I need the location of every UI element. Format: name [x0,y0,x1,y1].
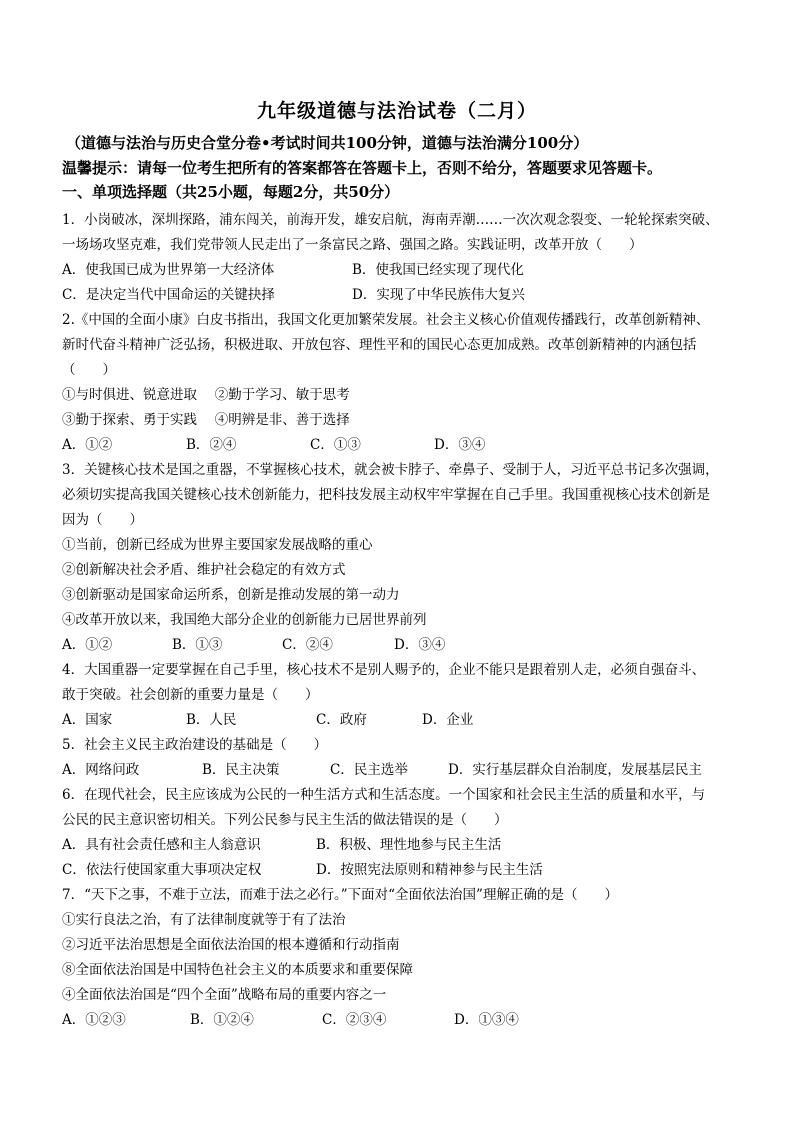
q5-option-c: C．民主选举 [330,762,408,778]
q7-option-c: C．②③④ [322,1012,387,1028]
q7-option-b: B．①②④ [190,1012,254,1028]
q2-statement-2: ③勤于探索、勇于实践 ④明辨是非、善于选择 [62,412,350,428]
q6-option-a: A．具有社会责任感和主人翁意识 [62,837,261,853]
q3-option-a: A．①② [62,637,113,653]
q3-stem-line2: 必须切实提高我国关键核心技术创新能力，把科技发展主动权牢牢掌握在自己手里。我国重视核心技术创新是 [62,487,710,503]
q1-option-c: C．是决定当代中国命运的关键抉择 [62,287,275,303]
q4-option-d: D．企业 [422,712,474,728]
q4-stem-line1: 4．大国重器一定要掌握在自己手里，核心技术不是别人赐予的，企业不能只是跟着别人走，必须自强奋斗、 [62,662,706,678]
q7-stem-line1: 7．“天下之事，不难于立法，而难于法之必行。”下面对“全面依法治国”理解正确的是（ ） [62,887,618,903]
q7-option-d: D．①③④ [454,1012,519,1028]
q6-option-c: C．依法行使国家重大事项决定权 [62,862,262,878]
q2-stem-line3: （ ） [62,362,116,378]
q1-option-d: D．实现了中华民族伟大复兴 [352,287,525,303]
q3-option-b: B．①③ [172,637,223,653]
q4-option-c: C．政府 [316,712,367,728]
q1-option-b: B．使我国已经实现了现代化 [352,262,524,278]
q5-option-a: A．网络问政 [62,762,140,778]
q2-stem-line2: 新时代奋斗精神广泛弘扬，积极进取、开放包容、理性平和的国民心态更加成熟。改革创新精神的内涵包括 [62,337,697,353]
q3-stem-line3: 因为（ ） [62,512,143,528]
q4-option-b: B．人民 [186,712,237,728]
q3-option-d: D．③④ [394,637,446,653]
q5-stem-line1: 5．社会主义民主政治建设的基础是（ ） [62,737,328,753]
q6-stem-line2: 公民的民主意识密切相关。下列公民参与民主生活的做法错误的是（ ） [62,812,508,828]
q7-statement-1: ①实行良法之治，有了法律制度就等于有了法治 [62,912,346,928]
q5-option-b: B．民主决策 [202,762,280,778]
q7-statement-3: ⑧全面依法治国是中国特色社会主义的本质要求和重要保障 [62,962,413,978]
q2-option-c: C．①③ [310,437,361,453]
q7-option-a: A．①②③ [62,1012,126,1028]
exam-notice: 温馨提示：请每一位考生把所有的答案都答在答题卡上，否则不给分，答题要求见答题卡。 [62,159,663,177]
q5-option-d: D．实行基层群众自治制度，发展基层民主 [448,762,702,778]
q3-statement-2: ②创新解决社会矛盾、维护社会稳定的有效方式 [62,562,346,578]
q3-stem-line1: 3．关键核心技术是国之重器，不掌握核心技术，就会被卡脖子、牵鼻子、受制于人，习近平总书记多次强调， [62,462,719,478]
q6-stem-line1: 6．在现代社会，民主应该成为公民的一种生活方式和生活态度。一个国家和社会民主生活的质量和水平，与 [62,787,706,803]
q7-statement-2: ②习近平法治思想是全面依法治国的根本遵循和行动指南 [62,937,400,953]
q3-option-c: C．②④ [282,637,333,653]
exam-subtitle: （道德与法治与历史合堂分卷•考试时间共100分钟，道德与法治满分100分） [66,134,589,152]
q7-statement-4: ④全面依法治国是“四个全面”战略布局的重要内容之一 [62,987,387,1003]
q1-stem-line1: 1．小岗破冰，深圳探路，浦东闯关，前海开发，雄安启航，海南弄潮……一次次观念裂变、一轮轮探索突破、 [62,212,719,228]
q3-statement-3: ③创新驱动是国家命运所系，创新是推动发展的第一动力 [62,587,400,603]
q2-option-a: A．①② [62,437,113,453]
q6-option-d: D．按照宪法原则和精神参与民主生活 [316,862,543,878]
q1-stem-line2: 一场场攻坚克难，我们党带领人民走出了一条富民之路、强国之路。实践证明，改革开放（ ） [62,237,643,253]
q1-option-a: A．使我国已成为世界第一大经济体 [62,262,275,278]
q4-stem-line2: 敢于突破。社会创新的重要力量是（ ） [62,687,319,703]
q2-option-b: B．②④ [186,437,237,453]
q2-statement-1: ①与时俱进、锐意进取 ②勤于学习、敏于思考 [62,387,350,403]
q2-option-d: D．③④ [434,437,486,453]
q3-statement-1: ①当前，创新已经成为世界主要国家发展战略的重心 [62,537,373,553]
q3-statement-4: ④改革开放以来，我国绝大部分企业的创新能力已居世界前列 [62,612,427,628]
q6-option-b: B．积极、理性地参与民主生活 [316,837,502,853]
exam-title: 九年级道德与法治试卷（二月） [256,100,537,122]
q2-stem-line1: 2.《中国的全面小康》白皮书指出，我国文化更加繁荣发展。社会主义核心价值观传播践行，改革创新精神、 [62,312,710,328]
q4-option-a: A．国家 [62,712,113,728]
section-heading: 一、单项选择题（共25小题，每题2分，共50分） [62,183,400,201]
